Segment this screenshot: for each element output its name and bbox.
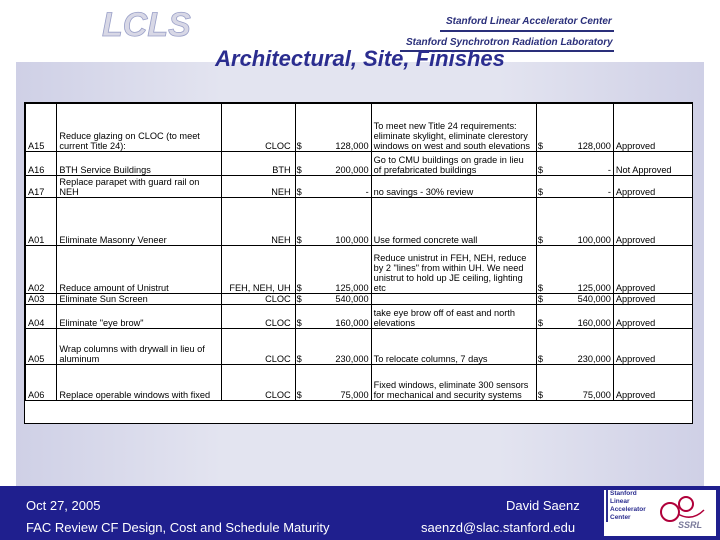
row-description: Replace parapet with guard rail on NEH	[57, 176, 221, 198]
row-currency: $	[295, 176, 308, 198]
row-approved-amount: 128,000	[550, 104, 614, 152]
row-building: NEH	[221, 176, 295, 198]
row-note: To meet new Title 24 requirements: eliminate skylight, eliminate clerestory windows on west and south elevations	[371, 104, 536, 152]
row-approved-amount: 230,000	[550, 329, 614, 365]
row-currency-approved: $	[536, 329, 549, 365]
row-status: Approved	[613, 246, 693, 294]
row-status: Not Approved	[613, 152, 693, 176]
table-row	[26, 294, 694, 305]
row-note: Go to CMU buildings on grade in lieu of prefabricated buildings	[371, 152, 536, 176]
row-status: Approved	[613, 176, 693, 198]
row-description: Eliminate "eye brow"	[57, 305, 221, 329]
row-estimate: 200,000	[308, 152, 371, 176]
footer-date: Oct 27, 2005	[26, 498, 101, 513]
row-id: A17	[26, 176, 57, 198]
row-note: Reduce unistrut in FEH, NEH, reduce by 2 "lines" from within UH. We need unistrut to hold up JE ceiling, lighting etc	[371, 246, 536, 294]
row-currency: $	[295, 329, 308, 365]
slide-title-text: Architectural, Site, Finishes	[215, 46, 505, 71]
row-building: BTH	[221, 152, 295, 176]
row-building: FEH, NEH, UH	[221, 246, 295, 294]
row-description: Replace operable windows with fixed	[57, 365, 221, 401]
row-id: A06	[26, 365, 57, 401]
header-rule	[440, 30, 614, 32]
row-currency: $	[295, 104, 308, 152]
row-id: A15	[26, 104, 57, 152]
svg-text:LCLS: LCLS	[102, 6, 191, 44]
value-engineering-table	[25, 103, 693, 401]
row-description: Eliminate Sun Screen	[57, 294, 221, 305]
slac-logo-line: Linear	[610, 498, 630, 505]
table-row	[26, 246, 694, 294]
row-id: A01	[26, 198, 57, 246]
row-note: no savings - 30% review	[371, 176, 536, 198]
row-approved-amount: 75,000	[550, 365, 614, 401]
row-note	[371, 294, 536, 305]
row-building: CLOC	[221, 104, 295, 152]
row-description: Wrap columns with drywall in lieu of aluminum	[57, 329, 221, 365]
row-currency-approved: $	[536, 152, 549, 176]
row-approved-amount: -	[550, 176, 614, 198]
row-id: A16	[26, 152, 57, 176]
row-currency: $	[295, 294, 308, 305]
row-note: To relocate columns, 7 days	[371, 329, 536, 365]
row-currency-approved: $	[536, 365, 549, 401]
slac-logo-text	[606, 490, 650, 522]
table-row	[26, 104, 694, 152]
row-note: take eye brow off of east and north elevations	[371, 305, 536, 329]
row-id: A02	[26, 246, 57, 294]
org-name-ssrl: Stanford Synchrotron Radiation Laboratory	[406, 37, 613, 48]
slac-ssrl-logo	[604, 490, 716, 536]
row-currency: $	[295, 365, 308, 401]
table-row	[26, 198, 694, 246]
row-id: A05	[26, 329, 57, 365]
row-currency: $	[295, 305, 308, 329]
row-estimate: 540,000	[308, 294, 371, 305]
row-building: CLOC	[221, 365, 295, 401]
row-currency: $	[295, 152, 308, 176]
row-currency: $	[295, 246, 308, 294]
row-estimate: 100,000	[308, 198, 371, 246]
row-approved-amount: 100,000	[550, 198, 614, 246]
row-currency-approved: $	[536, 305, 549, 329]
row-currency-approved: $	[536, 104, 549, 152]
row-note: Fixed windows, eliminate 300 sensors for mechanical and security systems	[371, 365, 536, 401]
cost-table	[24, 102, 693, 424]
slide-title	[0, 46, 720, 72]
row-id: A04	[26, 305, 57, 329]
row-estimate: 128,000	[308, 104, 371, 152]
row-estimate: 160,000	[308, 305, 371, 329]
footer-subtitle: FAC Review CF Design, Cost and Schedule Maturity	[26, 520, 330, 535]
row-currency-approved: $	[536, 176, 549, 198]
row-estimate: 75,000	[308, 365, 371, 401]
row-description: BTH Service Buildings	[57, 152, 221, 176]
lcls-logo	[100, 6, 210, 46]
table-row	[26, 176, 694, 198]
table-row	[26, 152, 694, 176]
footer-presenter: David Saenz	[506, 498, 580, 513]
ssrl-logo-text: SSRL	[678, 520, 703, 530]
footer-email: saenzd@slac.stanford.edu	[421, 520, 576, 535]
row-description: Reduce amount of Unistrut	[57, 246, 221, 294]
row-id: A03	[26, 294, 57, 305]
row-building: CLOC	[221, 329, 295, 365]
row-approved-amount: -	[550, 152, 614, 176]
row-building: CLOC	[221, 305, 295, 329]
row-status: Approved	[613, 198, 693, 246]
slac-logo-line: Center	[610, 514, 631, 521]
row-estimate: 230,000	[308, 329, 371, 365]
row-building: CLOC	[221, 294, 295, 305]
row-approved-amount: 160,000	[550, 305, 614, 329]
row-description: Eliminate Masonry Veneer	[57, 198, 221, 246]
slac-logo-line: Accelerator	[610, 506, 646, 513]
org-name-slac: Stanford Linear Accelerator Center	[446, 16, 612, 27]
row-currency-approved: $	[536, 198, 549, 246]
row-currency: $	[295, 198, 308, 246]
row-status: Approved	[613, 305, 693, 329]
row-estimate: -	[308, 176, 371, 198]
slac-logo-line: Stanford	[610, 490, 637, 497]
row-description: Reduce glazing on CLOC (to meet current Title 24):	[57, 104, 221, 152]
row-building: NEH	[221, 198, 295, 246]
row-status: Approved	[613, 104, 693, 152]
row-status: Approved	[613, 365, 693, 401]
row-note: Use formed concrete wall	[371, 198, 536, 246]
row-status: Approved	[613, 329, 693, 365]
table-row	[26, 305, 694, 329]
row-estimate: 125,000	[308, 246, 371, 294]
row-currency-approved: $	[536, 246, 549, 294]
row-currency-approved: $	[536, 294, 549, 305]
row-approved-amount: 540,000	[550, 294, 614, 305]
table-row	[26, 329, 694, 365]
row-status: Approved	[613, 294, 693, 305]
table-row	[26, 365, 694, 401]
row-approved-amount: 125,000	[550, 246, 614, 294]
